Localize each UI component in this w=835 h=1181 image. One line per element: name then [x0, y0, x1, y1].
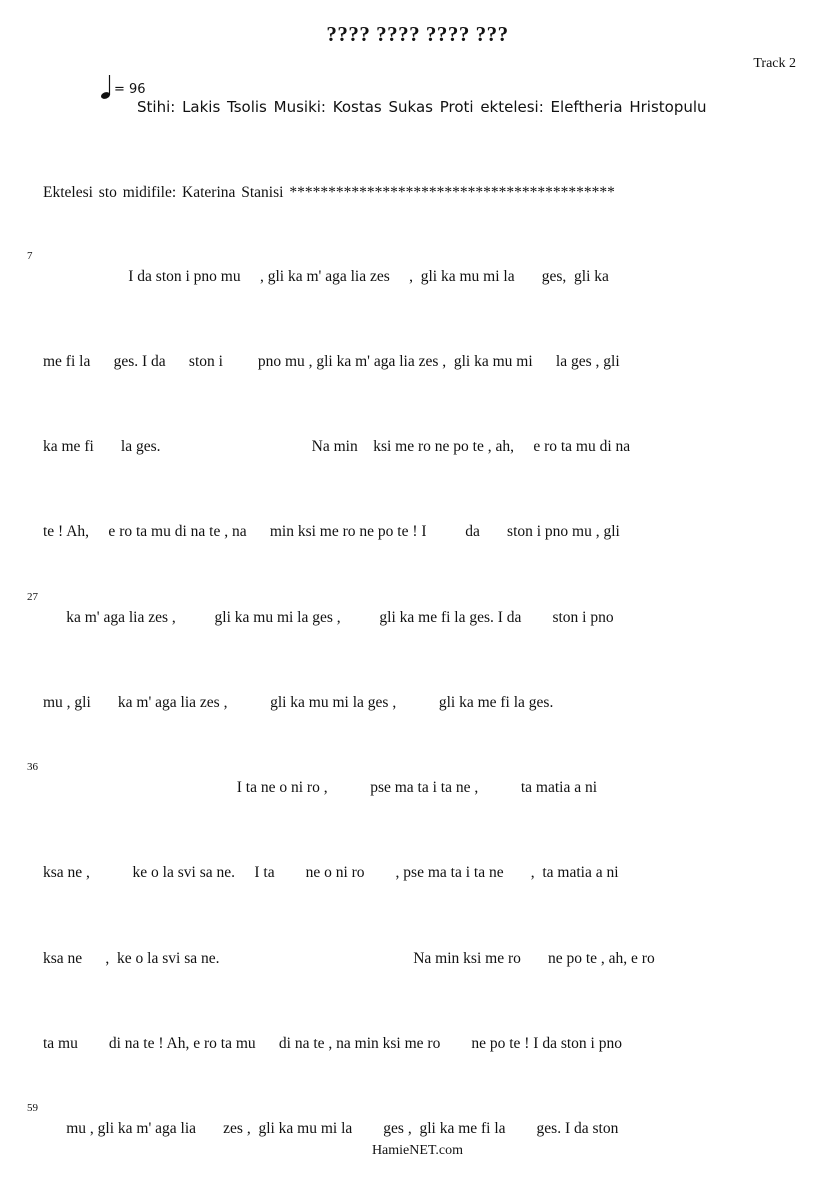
footer-credit: HamieNET.com	[371, 1143, 464, 1158]
lyric-system	[0, 591, 835, 633]
lyric-system	[0, 761, 835, 803]
lyric-line: ksa ne , ke o la svi sa ne. Na min ksi me ro ne po te , ah, e ro	[43, 950, 655, 967]
measure-number: 7	[27, 250, 33, 262]
lyric-line: ksa ne , ke o la svi sa ne. I ta ne o ni ro , pse ma ta i ta ne , ta matia a ni	[43, 864, 619, 881]
measure-number: 27	[27, 591, 38, 603]
lyric-line: ka m' aga lia zes , gli ka mu mi la ges , gli ka me fi la ges. I da ston i pno	[43, 609, 614, 626]
lyric-system	[0, 1102, 835, 1144]
lyric-line: ta mu di na te ! Ah, e ro ta mu di na te , na min ksi me ro ne po te ! I da ston i pno	[43, 1035, 622, 1052]
lyric-system	[0, 1035, 835, 1059]
lyric-system	[0, 438, 835, 462]
lyric-system	[0, 694, 835, 718]
lyric-system	[0, 250, 835, 292]
measure-number: 59	[27, 1102, 38, 1114]
lyric-system	[0, 950, 835, 974]
tempo-value: = 96	[114, 82, 146, 97]
credits-line: Stihi: Lakis Tsolis Musiki: Kostas Sukas Proti ektelesi: Eleftheria Hristopulu	[137, 98, 707, 116]
lyric-system	[0, 864, 835, 888]
lyric-line: I ta ne o ni ro , pse ma ta i ta ne , ta matia a ni	[43, 779, 598, 796]
lyric-system	[0, 523, 835, 547]
page-title: ???? ???? ???? ???	[326, 22, 509, 46]
measure-number: 36	[27, 761, 38, 773]
lyric-line: me fi la ges. I da ston i pno mu , gli ka m' aga lia zes , gli ka mu mi la ges , gli	[43, 353, 620, 370]
lyric-line: te ! Ah, e ro ta mu di na te , na min ksi me ro ne po te ! I da ston i pno mu , gli	[43, 523, 620, 540]
quarter-note-icon	[100, 74, 112, 100]
lyric-line: I da ston i pno mu , gli ka m' aga lia zes , gli ka mu mi la ges, gli ka	[43, 268, 609, 285]
track-label: Track 2	[753, 56, 796, 71]
lyric-line: mu , gli ka m' aga lia zes , gli ka mu mi la ges , gli ka me fi la ges.	[43, 694, 554, 711]
lyric-line: ka me fi la ges. Na min ksi me ro ne po te , ah, e ro ta mu di na	[43, 438, 631, 455]
lyric-line: mu , gli ka m' aga lia zes , gli ka mu mi la ges , gli ka me fi la ges. I da ston	[43, 1120, 619, 1137]
performer-line: Ektelesi sto midifile: Katerina Stanisi ******************************************	[43, 184, 615, 201]
lyric-system	[0, 353, 835, 377]
